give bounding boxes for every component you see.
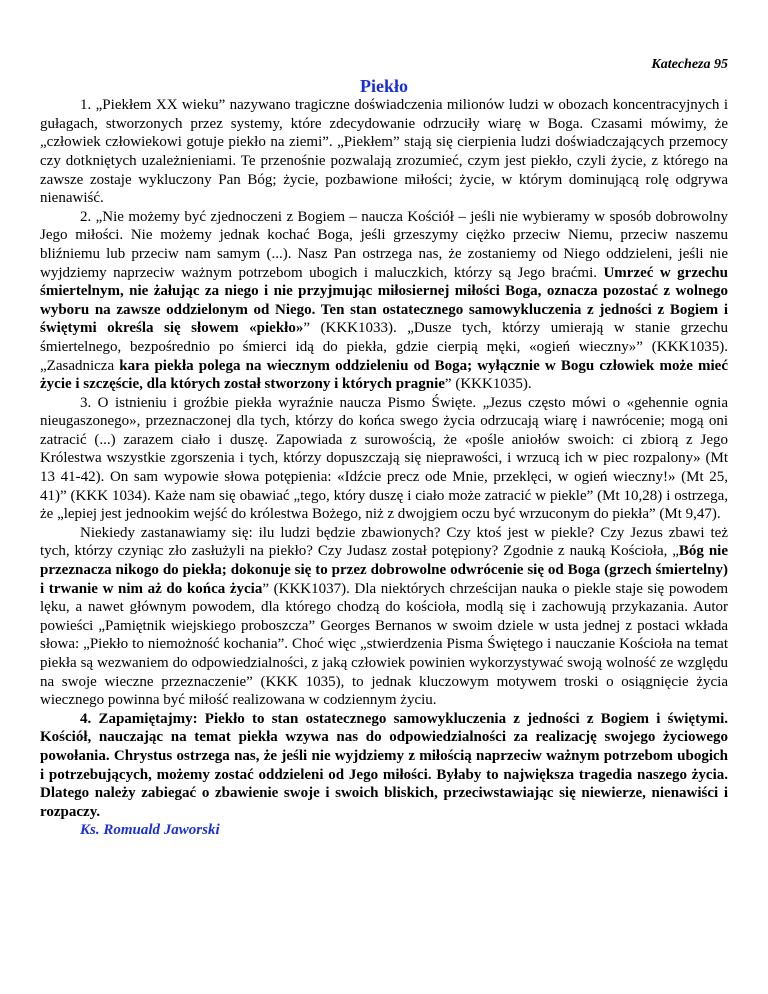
paragraph bbox=[40, 710, 728, 822]
bold-text-segment: 4. Zapamiętajmy: Piekło to stan ostatecznego samowykluczenia z jedności z Bogiem i świętymi. Kościół, nauczając na temat piekła wzywa nas do odpowiedzialności za realizację swojego życiowego powołania. Chrystus ostrzega nas, że jeśli nie wyjdziemy z miłością naprzeciw ważnym potrzebom ubogich i potrzebujących, możemy zostać oddzieleni od Jego miłości. Byłaby to największa tragedia naszego życia. Dlatego należy zabiegać o zbawienie swoje i swoich bliskich, przeciwstawiając się niewierze, nienawiści i rozpaczy. bbox=[40, 710, 728, 820]
text-segment: ” (KKK1035). bbox=[444, 376, 532, 393]
author-signature: Ks. Romuald Jaworski bbox=[80, 822, 220, 839]
paragraph bbox=[40, 96, 728, 208]
paragraph bbox=[40, 208, 728, 394]
text-segment: ” (KKK1033). „Dusze tych, którzy umierają w stanie grzechu śmiertelnego, bezpośrednio po śmierci idą do piekła, gdzie cierpią męki, «ogień wieczny»” (KKK1035). „Zasadnicza bbox=[40, 320, 729, 374]
text-segment: 3. O istnieniu i groźbie piekła wyraźnie naucza Pismo Święte. „Jezus często mówi o «gehennie ognia nieugaszonego», przeznaczonej dla tych, którzy do końca swego życia odrzucają wiarę i nawrócenie; mogą oni zatracić (...) zarazem ciało i duszę. Zapowiada z surowością, że «pośle aniołów swoich: ci zbiorą z Jego Królestwa wszystkie zgorszenia i tych, którzy dopuszczają się nieprawości, i wrzucą ich w piec rozpalony» (Mt 13 41-42). On sam wypowie słowa potępienia: «Idźcie precz ode Mnie, przeklęci, w ogień wieczny!» (Mt 25, 41)” (KKK 1034). Każe nam się obawiać „tego, który duszę i ciało może zatracić w piekle” (Mt 10,28) i ostrzega, że „lepiej jest jednookim wejść do królestwa Bożego, niż z dwojgiem oczu być wrzuconym do piekła” (Mt 9,47). bbox=[40, 394, 728, 523]
paragraph bbox=[40, 394, 728, 524]
text-segment: Niekiedy zastanawiamy się: ilu ludzi będzie zbawionych? Czy ktoś jest w piekle? Czy Jezus zbawi też tych, którzy czyniąc zło zasłużyli na piekło? Czy Judasz został potępiony? Zgodnie z nauką Kościoła, „ bbox=[40, 524, 728, 560]
bold-text-segment: Bóg nie przeznacza nikogo do piekła; dokonuje się to przez dobrowolne odwrócenie się od Boga (grzech śmiertelny) i trwanie w nim aż do końca życia bbox=[40, 543, 728, 597]
document-body bbox=[40, 96, 728, 821]
page-title: Piekło bbox=[360, 75, 408, 96]
bold-text-segment: kara piekła polega na wiecznym oddzieleniu od Boga; wyłącznie w Bogu człowiek może mieć życie i szczęście, dla których został stworzony i których pragnie bbox=[40, 357, 728, 393]
bold-text-segment: Umrzeć w grzechu śmiertelnym, nie żałując za niego i nie przyjmując miłosiernej miłości Boga, oznacza pozostać z wolnego wyboru na zawsze oddzielonym od Niego. Ten stan ostatecznego samowykluczenia z jedności z Bogiem i świętymi określa się słowem «piekło» bbox=[40, 264, 728, 337]
paragraph bbox=[40, 524, 728, 710]
text-segment: 1. „Piekłem XX wieku” nazywano tragiczne doświadczenia milionów ludzi w obozach koncentracyjnych i gułagach, stworzonych przez systemy, które zdecydowanie odrzuciły wiarę w Boga. Czasami mówimy, że „człowiek człowiekowi gotuje piekło na ziemi”. „Piekłem” stają się cierpienia ludzi doświadczających przemocy czy dotkniętych uzależnieniami. Te przenośnie pozwalają zrozumieć, czym jest piekło, czyli życie, z którego na zawsze zostaje wykluczony Pan Bóg; życie, pozbawione miłości; życie, w którym dominującą rolę odgrywa nienawiść. bbox=[40, 97, 728, 207]
document-page bbox=[40, 56, 728, 840]
text-segment: 2. „Nie możemy być zjednoczeni z Bogiem – naucza Kościół – jeśli nie wybieramy w sposób dobrowolny Jego miłości. Nie możemy jednak kochać Boga, jeśli grzeszymy ciężko przeciw Niemu, przeciw naszemu bliźniemu lub przeciw nam samym (...). Nasz Pan ostrzega nas, że zostaniemy od Niego oddzieleni, jeśli nie wyjdziemy naprzeciw ważnym potrzebom ubogich i maluczkich, którzy są Jego braćmi. bbox=[40, 208, 728, 281]
text-segment: ” (KKK1037). Dla niektórych chrześcijan nauka o piekle staje się powodem lęku, a nawet głównym powodem, dla którego chodzą do kościoła, modlą się i zachowują przykazania. Autor powieści „Pamiętnik wiejskiego proboszcza” Georges Bernanos w swoim dziele w usta jednej z postaci wkłada słowa: „Piekło to niemożność kochania”. Choć więc „stwierdzenia Pisma Świętego i nauczanie Kościoła na temat piekła są wezwaniem do odpowiedzialności, z jaką człowiek powinien wykorzystywać swoją wolność ze względu na swoje wieczne przeznaczenie” (KKK 1035), to jednak kluczowym motywem troski o osiągnięcie życia wiecznego powinna być miłość realizowana w codziennym życiu. bbox=[40, 580, 728, 709]
catechesis-number: Katecheza 95 bbox=[651, 57, 728, 72]
